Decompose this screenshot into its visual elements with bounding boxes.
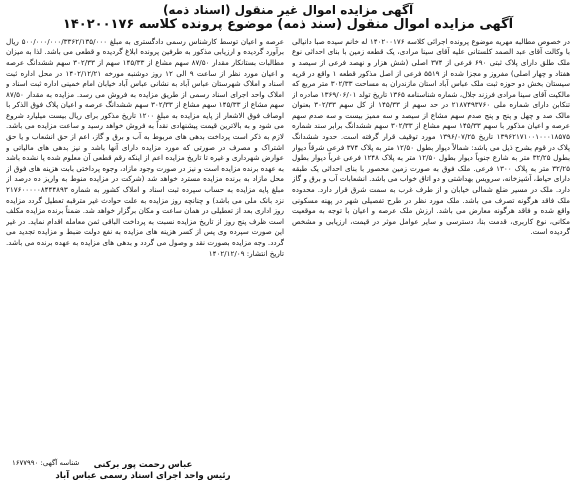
signatory-role: رئیس واحد اجرای اسناد رسمی عباس آباد xyxy=(55,471,231,481)
body-column-left xyxy=(6,37,284,475)
body-text-right: در خصوص مطالبه مهریه موضوع پرونده اجرائی کلاسه ۱۴۰۲۰۰۱۷۶ له خانم سیده صبا دانیالی با وکالت آقای عبد الصمد کلستانی علیه آقای سینا مرادی، یک قطعه زمین با بنای احداثی نوع ملک طلق دارای پلاک ثبتی ۶۹۰ فرعی از ۳۷۴ اصلی (شش هزار و نهصد فرعی از سیصد و هفتاد و چهار اصلی) مفروز و مجزا شده از ۵۵۱۹ فرعی از اصل مذکور قطعه ۱ واقع در قریه سیستان بخش دو حوزه ثبت ملک عباس آباد استان مازندران به مساحت ۳۰۲/۳۳ متر مربع که مالکیت آقای سینا مرادی فرزند جلال، شماره شناسنامه ۱۳۶۵ تاریخ تولد ۱۳۶۹/۰۶/۰۱ صادره از تنکابن دارای شماره ملی ۲۱۸۷۴۹۳۷۶۰ در حد سهم از ۱۴۵/۳۳ از کل سهم ۳۰۲/۳۳ بعنوان مالک صد و چهل و پنج و پنج صدم سهم مشاع از سیصد و سه ممیز بیست و سه صدم سهم عرصه و اعیان مذکور با سهم ۱۴۵/۳۳ سهم مشاع از ۳۰۲/۳۳ سهم ششدانگ برابر سند شماره ۱۳۹۶۲۱۷۱۰۰۱۰۰۰۱۸۵۷۵ تاریخ ۱۳۹۶/۰۷/۲۵ مورد توقیف قرار گرفته است. حدود ششدانگ پلاک در قوم بشرح ذیل می باشد: شمالاً دیوار بطول ۱۲/۵۰ متر به پلاک ۳۷۴ فرعی شرقاً دیوار بطول ۳۲/۲۵ متر به شارع جنوباً دیوار بطول ۱۲/۵۰ متر به پلاک ۱۲۴۸ فرعی غرباً دیوار بطول ۳۲/۲۵ متر به پلاک ۱۳۰۰ فرعی. ملک فوق به صورت زمین محصور با بنای احداثی یک طبقه دارای حیاط، آشپزخانه، سرویس بهداشتی و دو اتاق خواب می باشد. انشعابات آب و برق و گاز دارد. ملک در مسیر ضلع شمالی خیابان و از طرف غرب به سمت شرق قرار دارد. محدوده ملک فاقد هرگونه تصرف می باشد. ملک مورد نظر در طرح تفصیلی شهر در پهنه مسکونی واقع شده و فاقد هرگونه معارض می باشد. ارزش ملک عرصه و اعیان با توجه به موقعیت مکانی، نوع کاربری، قدمت بنا، دسترسی و سایر عوامل موثر در قیمت، ارزیابی و مشخص گردیده است. xyxy=(292,36,570,237)
signature-block xyxy=(12,460,274,482)
publication-number: شناسه آگهی: ۱۶۷۷۹۹۰ xyxy=(12,459,80,467)
notice-title: آگهی مزایده اموال غیر منقول (اسناد ذمه) xyxy=(162,3,414,17)
notice-body xyxy=(6,37,570,475)
body-column-right xyxy=(292,37,570,475)
signatory-name: عباس رحمت پور برکنی xyxy=(93,460,193,470)
notice-subtitle: آگهی مزایده اموال منقول (سند ذمه) موضوع پرونده کلاسه ۱۴۰۲۰۰۱۷۶ xyxy=(62,16,514,32)
body-text-left: عرصه و اعیان توسط کارشناس رسمی دادگستری به مبلغ ۵۰۰/۰۰۰/۰۰۰/۳۳۶۲/۱۳۵/۰۰۰ ریال برآورد گردیده و ارزیابی مذکور به طرفین پرونده ابلاغ گردیده و قطعی می باشد. لذا به میزان مطالبات بستانکار مقدار ۸۷/۵۰ سهم مشاع از ۱۴۵/۳۳ سهم از ۳۰۲/۳۳ سهم ششدانگ عرصه و اعیان مورد نظر از ساعت ۹ الی ۱۲ روز دوشنبه مورخه ۱۴۰۲/۱۲/۲۱ در محل اداره ثبت اسناد و املاک شهرستان عباس آباد به نشانی عباس آباد خیابان امام خمینی اداره ثبت اسناد و املاک واحد اجرای اسناد رسمی از طریق مزایده به فروش می رسد. مزایده به مقدار ۸۷/۵۰ سهم مشاع از ۱۴۵/۳۳ سهم مشاع از ۳۰۲/۳۳ سهم ششدانگ عرصه و اعیان پلاک فوق الذکر با اوصاف فوق الاشعار از پایه مزایده به مبلغ ۱۲۰۰ تاریخ مذکور برای ریال بیست میلیارد شروع می شود و به بالاترین قیمت پیشنهادی نقداً به فروش خواهد رسید و ساعت مزایده می باشد. لازم به ذکر است پرداخت بدهی های مربوط به آب و برق و گاز، اعم از حق انشعاب و یا حق اشتراک و مصرف در صورتی که مورد مزایده دارای آنها باشد و نیز بدهی های مالیاتی و عوارض شهرداری و غیره تا تاریخ مزایده اعم از اینکه رقم قطعی آن معلوم شده یا نشده باشد به عهده برنده مزایده است و نیز در صورت وجود مازاد، وجوه پرداختی بابت هزینه های فوق از محل مازاد به برنده مزایده مسترد خواهد شد (شرکت در مزایده منوط به واریز ده درصد از مبلغ پایه مزایده به حساب سپرده ثبت اسناد و املاک کشور به شماره ۲۱۷۶۰۰۰۰۰۸۴۴۴۸۹۳ نزد بانک ملی می باشد) و چنانچه روز مزایده به علت حوادث غیر مترقبه تعطیل گردد مزایده روز اداری بعد از تعطیلی در همان ساعت و مکان برگزار خواهد شد. ضمناً برنده مزایده مکلف است ظرف پنج روز از تاریخ مزایده نسبت به پرداخت الباقی ثمن معامله اقدام نماید. در غیر این صورت سپرده وی پس از کسر هزینه های مزایده به نفع دولت ضبط و مزایده تجدید می گردد. وجه مزایده بصورت نقد و وصول می گردد و بدهی های مزایده به عهده برنده می باشد. تاریخ انتشار: ۱۴۰۲/۱۲/۰۹ xyxy=(6,36,284,258)
